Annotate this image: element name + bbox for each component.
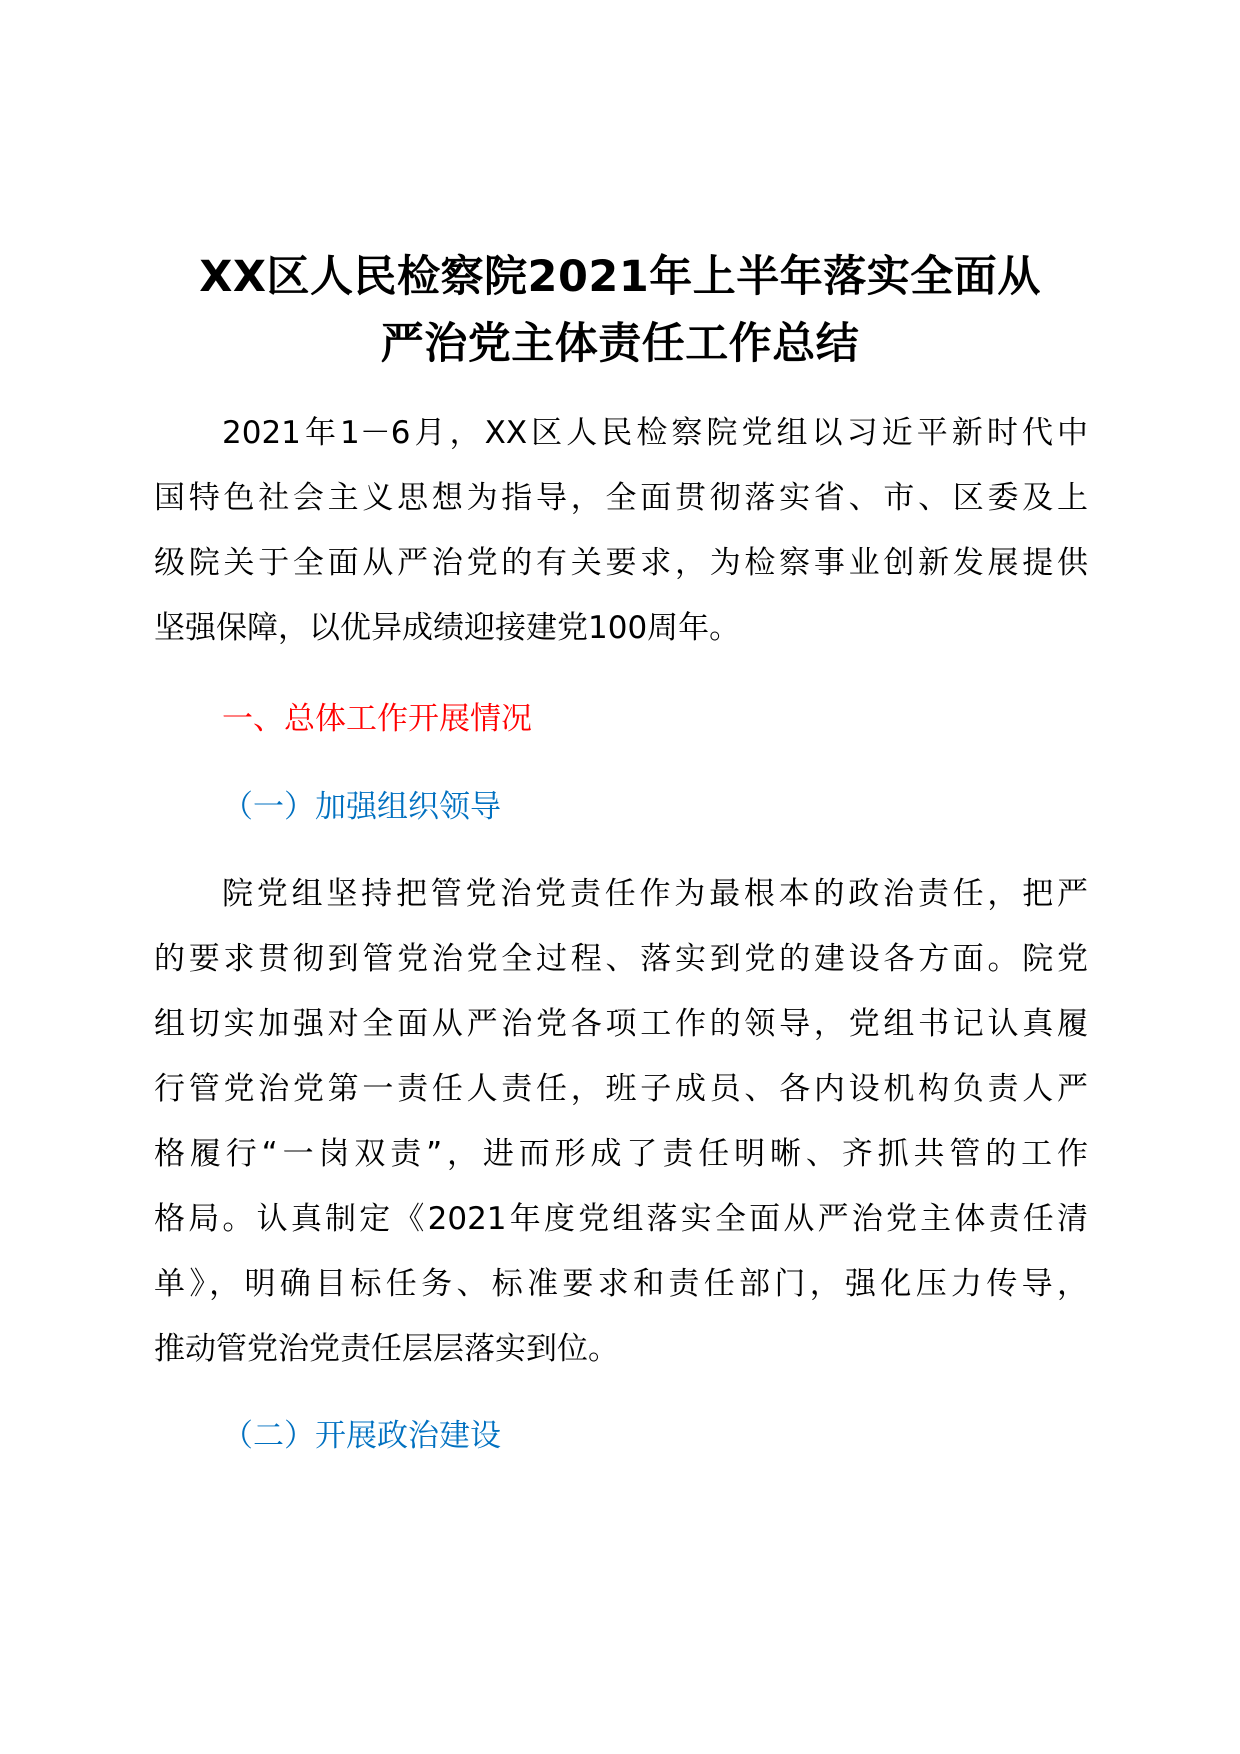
body-paragraph-line: 格履行“一岗双责”，进而形成了责任明晰、齐抓共管的工作 xyxy=(154,1136,1088,1172)
intro-paragraph-line: 级院关于全面从严治党的有关要求，为检察事业创新发展提供 xyxy=(154,545,1088,581)
section-heading-overall-work: 一、总体工作开展情况 xyxy=(222,701,532,737)
intro-paragraph-line: 坚强保障，以优异成绩迎接建党100周年。 xyxy=(154,610,741,646)
body-paragraph-line: 的要求贯彻到管党治党全过程、落实到党的建设各方面。院党 xyxy=(154,941,1088,977)
intro-paragraph-line: 国特色社会主义思想为指导，全面贯彻落实省、市、区委及上 xyxy=(154,480,1088,516)
intro-paragraph-line: 2021年1－6月，XX区人民检察院党组以习近平新时代中 xyxy=(222,415,1088,451)
document-title-line-1: XX区人民检察院2021年上半年落实全面从 xyxy=(199,252,1041,302)
body-paragraph-line: 推动管党治党责任层层落实到位。 xyxy=(154,1331,619,1367)
document-title-line-2: 严治党主体责任工作总结 xyxy=(380,319,860,369)
body-paragraph-line: 单》，明确目标任务、标准要求和责任部门，强化压力传导， xyxy=(154,1266,1088,1302)
body-paragraph-line: 院党组坚持把管党治党责任作为最根本的政治责任，把严 xyxy=(222,876,1088,912)
subsection-heading-organizational-leadership: （一）加强组织领导 xyxy=(222,789,501,825)
subsection-heading-political-construction: （二）开展政治建设 xyxy=(222,1418,501,1454)
body-paragraph-line: 格局。认真制定《2021年度党组落实全面从严治党主体责任清 xyxy=(154,1201,1088,1237)
body-paragraph-line: 组切实加强对全面从严治党各项工作的领导，党组书记认真履 xyxy=(154,1006,1088,1042)
body-paragraph-line: 行管党治党第一责任人责任，班子成员、各内设机构负责人严 xyxy=(154,1071,1088,1107)
